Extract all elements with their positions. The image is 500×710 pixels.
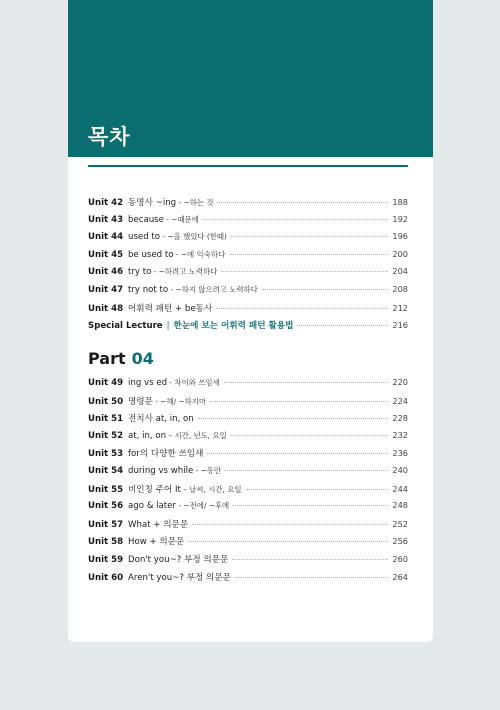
leader-dots bbox=[216, 308, 388, 309]
unit-label: Unit 48 bbox=[88, 303, 124, 314]
unit-label: Unit 56 bbox=[88, 501, 124, 512]
toc-row[interactable] bbox=[88, 465, 408, 483]
unit-title: used to - ~을 했었다 (한때) bbox=[128, 232, 227, 243]
title-divider bbox=[88, 165, 408, 167]
unit-title: be used to - ~에 익숙하다 bbox=[128, 249, 226, 260]
leader-dots bbox=[235, 577, 388, 578]
leader-dots bbox=[246, 489, 389, 490]
unit-label: Unit 45 bbox=[88, 249, 124, 260]
toc-row[interactable] bbox=[88, 430, 408, 448]
unit-label: Unit 49 bbox=[88, 378, 124, 388]
leader-dots bbox=[231, 435, 389, 436]
page-number: 260 bbox=[392, 553, 408, 564]
leader-dots bbox=[224, 382, 389, 383]
leader-dots bbox=[231, 236, 388, 237]
page-number: 208 bbox=[392, 283, 408, 294]
toc-row[interactable] bbox=[88, 266, 408, 284]
unit-label: Unit 43 bbox=[88, 214, 124, 225]
toc-row[interactable] bbox=[88, 571, 408, 589]
unit-label: Unit 52 bbox=[88, 430, 124, 441]
unit-title: What + 의문문 bbox=[128, 519, 189, 530]
toc-row[interactable] bbox=[88, 377, 408, 395]
page-number: 236 bbox=[392, 448, 408, 459]
page-number: 256 bbox=[392, 536, 408, 547]
unit-label: Unit 57 bbox=[88, 519, 124, 530]
unit-title: Don't you~? 부정 의문문 bbox=[128, 554, 229, 565]
toc-row[interactable] bbox=[88, 284, 408, 302]
special-lecture-label: Special Lecture bbox=[88, 321, 163, 332]
unit-label: Unit 46 bbox=[88, 267, 124, 278]
unit-title: during vs while - ~동안 bbox=[128, 465, 222, 476]
unit-label: Unit 54 bbox=[88, 465, 124, 476]
toc-page bbox=[68, 0, 433, 642]
leader-dots bbox=[192, 524, 388, 525]
toc-row[interactable] bbox=[88, 302, 408, 320]
page-number: 264 bbox=[392, 571, 408, 582]
unit-label: Unit 53 bbox=[88, 449, 124, 460]
toc-list-part3 bbox=[88, 196, 408, 337]
leader-dots bbox=[297, 325, 388, 326]
page-number: 252 bbox=[392, 518, 408, 529]
unit-title: try to - ~하려고 노력하다 bbox=[128, 267, 218, 278]
special-lecture-title: 한눈에 보는 어휘력 패턴 활용법 bbox=[173, 321, 294, 332]
toc-row[interactable] bbox=[88, 231, 408, 249]
page-number: 244 bbox=[392, 483, 408, 494]
leader-dots bbox=[262, 289, 389, 290]
toc-list-part4 bbox=[88, 377, 408, 588]
unit-title: because - ~때문에 bbox=[128, 214, 199, 225]
leader-dots bbox=[217, 202, 388, 203]
toc-row[interactable] bbox=[88, 249, 408, 267]
page-number: 232 bbox=[392, 429, 408, 440]
page-number: 212 bbox=[392, 302, 408, 313]
leader-dots bbox=[188, 541, 388, 542]
toc-row[interactable] bbox=[88, 214, 408, 232]
toc-row[interactable] bbox=[88, 500, 408, 518]
separator: | bbox=[166, 321, 170, 332]
unit-title: for의 다양한 쓰임새 bbox=[128, 449, 204, 460]
toc-row[interactable] bbox=[88, 412, 408, 430]
toc-row[interactable] bbox=[88, 447, 408, 465]
page-number: 200 bbox=[392, 248, 408, 259]
page-number: 220 bbox=[392, 377, 408, 387]
page-number: 248 bbox=[392, 500, 408, 511]
special-lecture-row[interactable] bbox=[88, 319, 408, 337]
unit-title: at, in, on – 시간, 년도, 요일 bbox=[128, 430, 227, 441]
page-number: 196 bbox=[392, 231, 408, 242]
unit-label: Unit 42 bbox=[88, 198, 124, 208]
leader-dots bbox=[198, 418, 389, 419]
part-heading bbox=[88, 349, 154, 368]
unit-label: Unit 59 bbox=[88, 554, 124, 565]
leader-dots bbox=[221, 271, 388, 272]
page-number: 224 bbox=[392, 395, 408, 406]
page-title: 목차 bbox=[88, 125, 131, 149]
unit-title: 비인칭 주어 It – 날씨, 시간, 요일 bbox=[128, 484, 242, 495]
toc-row[interactable] bbox=[88, 535, 408, 553]
unit-label: Unit 60 bbox=[88, 572, 124, 583]
page-number: 188 bbox=[392, 197, 408, 207]
page-number: 228 bbox=[392, 413, 408, 424]
unit-label: Unit 44 bbox=[88, 232, 124, 243]
leader-dots bbox=[232, 559, 388, 560]
toc-row[interactable] bbox=[88, 196, 408, 214]
unit-label: Unit 58 bbox=[88, 537, 124, 548]
unit-title: 전치사 at, in, on bbox=[128, 414, 194, 425]
header-band bbox=[68, 0, 433, 157]
unit-label: Unit 55 bbox=[88, 484, 124, 495]
toc-row[interactable] bbox=[88, 518, 408, 536]
leader-dots bbox=[233, 505, 388, 506]
page-number: 216 bbox=[392, 320, 408, 331]
toc-row[interactable] bbox=[88, 553, 408, 571]
part-number: 04 bbox=[131, 349, 154, 368]
leader-dots bbox=[229, 254, 388, 255]
leader-dots bbox=[210, 401, 388, 402]
unit-title: 동명사 ~ing - ~하는 것 bbox=[128, 198, 214, 208]
leader-dots bbox=[203, 219, 388, 220]
unit-label: Unit 50 bbox=[88, 396, 124, 407]
toc-row[interactable] bbox=[88, 395, 408, 413]
page-number: 240 bbox=[392, 464, 408, 475]
unit-label: Unit 51 bbox=[88, 414, 124, 425]
part-label: Part bbox=[88, 349, 126, 368]
page-number: 192 bbox=[392, 213, 408, 224]
page-number: 204 bbox=[392, 266, 408, 277]
unit-title: ago & later - ~전에/ ~후에 bbox=[128, 501, 230, 512]
unit-title: How + 의문문 bbox=[128, 537, 185, 548]
leader-dots bbox=[225, 470, 388, 471]
toc-row[interactable] bbox=[88, 483, 408, 501]
unit-title: Aren't you~? 부정 의문문 bbox=[128, 572, 231, 583]
unit-title: ing vs ed - 차이와 쓰임새 bbox=[128, 378, 220, 388]
unit-label: Unit 47 bbox=[88, 284, 124, 295]
unit-title: 명령문 - ~해/ ~하지마 bbox=[128, 396, 207, 407]
unit-title: 어휘력 패턴 + be동사 bbox=[128, 303, 213, 314]
leader-dots bbox=[207, 453, 388, 454]
unit-title: try not to - ~하지 않으려고 노력하다 bbox=[128, 284, 258, 295]
